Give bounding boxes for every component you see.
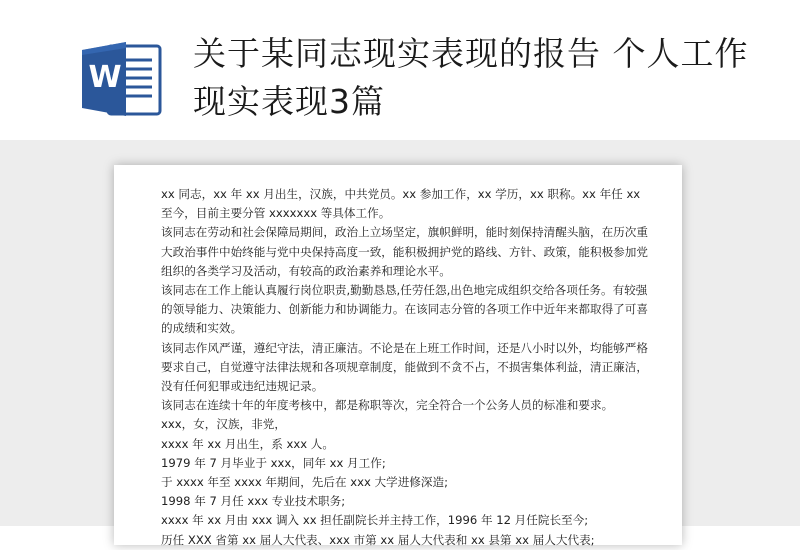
- document-paragraph: 该同志作风严谨，遵纪守法，清正廉洁。不论是在上班工作时间，还是八小时以外，均能够严格要求自己，自觉遵守法律法规和各项规章制度，能做到不贪不占，不损害集体利益，清正廉洁，没有任何犯罪或违纪违规记录。: [161, 340, 648, 394]
- document-title: 关于某同志现实表现的报告 个人工作现实表现3篇: [193, 34, 749, 121]
- document-paragraph: 该同志在工作上能认真履行岗位职责,勤勤恳恳,任劳任怨,出色地完成组织交给各项任务。有较强的领导能力、决策能力、创新能力和协调能力。在该同志分管的各项工作中近年来都取得了可喜的成绩和实效。: [161, 283, 648, 336]
- document-paragraph: xx 同志，xx 年 xx 月出生，汉族，中共党员。xx 参加工作，xx 学历，xx 职称。xx 年任 xx 至今，目前主要分管 xxxxxxx 等具体工作。: [161, 187, 641, 221]
- document-paragraph: 历任 XXX 省第 xx 届人大代表、xxx 市第 xx 届人大代表和 xx 县第 xx 届人大代表;: [161, 532, 595, 547]
- document-paragraph: 该同志在劳动和社会保障局期间，政治上立场坚定，旗帜鲜明，能时刻保持清醒头脑，在历次重大政治事件中始终能与党中央保持高度一致，能积极拥护党的路线、方针、政策，能积极参加党组织的各类学习及活动，有较高的政治素养和理论水平。: [161, 225, 648, 278]
- document-paragraph: 1998 年 7 月任 xxx 专业技术职务;: [161, 494, 346, 509]
- header: [0, 0, 800, 140]
- document-paragraph: xxx，女，汉族，非党，: [161, 417, 286, 432]
- document-paragraph: 1979 年 7 月毕业于 xxx，同年 xx 月工作;: [161, 455, 386, 470]
- word-document-icon: [80, 38, 164, 120]
- word-icon-letter: W: [88, 60, 122, 95]
- document-paragraph: 该同志在连续十年的年度考核中，都是称职等次，完全符合一个公务人员的标准和要求。: [161, 398, 614, 413]
- document-paragraph: 于 xxxx 年至 xxxx 年期间，先后在 xxx 大学进修深造;: [161, 475, 448, 490]
- document-paragraph: xxxx 年 xx 月由 xxx 调入 xx 担任副院长并主持工作，1996 年 12 月任院长至今;: [161, 513, 589, 528]
- document-body: [161, 185, 651, 550]
- document-paragraph: xxxx 年 xx 月出生，系 xxx 人。: [161, 436, 334, 451]
